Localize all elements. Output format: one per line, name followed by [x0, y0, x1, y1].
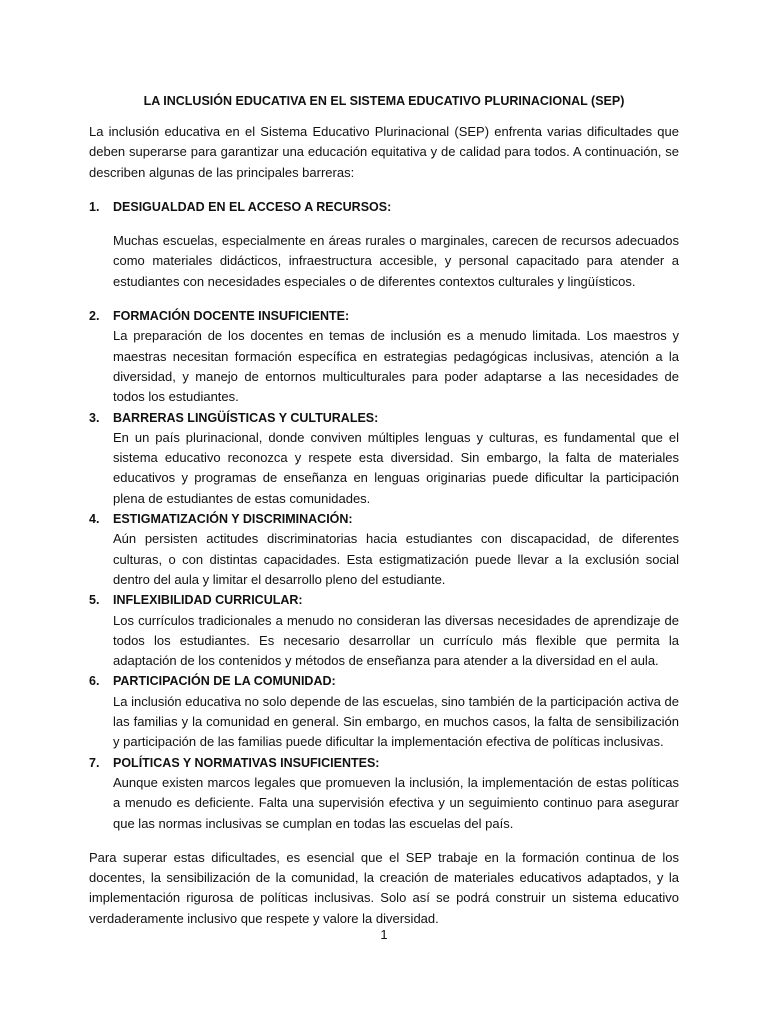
list-item — [89, 197, 679, 292]
item-heading: ESTIGMATIZACIÓN Y DISCRIMINACIÓN: — [113, 512, 353, 527]
item-text: En un país plurinacional, donde conviven múltiples lenguas y culturas, es fundamental que el sistema educativo reconozca y respete esta diversidad. Sin embargo, la falta de materiales educativos y programas de enseñanza en lenguas originarias puede dificultar la participación plena de estudiantes de estas comunidades. — [113, 429, 679, 506]
item-text: Muchas escuelas, especialmente en áreas rurales o marginales, carecen de recursos adecuados como materiales didácticos, infraestructura accesible, y personal capacitado para atender a estudiantes con necesidades especiales o de diferentes contextos culturales y lingüísticos. — [113, 233, 679, 289]
list-item — [89, 671, 679, 752]
item-text: Aunque existen marcos legales que promueven la inclusión, la implementación de estas políticas a menudo es deficiente. Falta una supervisión efectiva y un seguimiento continuo para asegurar que las normas inclusivas se cumplan en todas las escuelas del país. — [113, 774, 679, 831]
item-heading: PARTICIPACIÓN DE LA COMUNIDAD: — [113, 674, 336, 689]
item-number: 2. — [89, 309, 100, 324]
item-number: 3. — [89, 410, 100, 425]
item-heading: DESIGUALDAD EN EL ACCESO A RECURSOS: — [113, 199, 392, 214]
list-item — [89, 753, 679, 834]
list-item — [89, 509, 679, 590]
item-heading: INFLEXIBILIDAD CURRICULAR: — [113, 593, 303, 608]
item-text: La inclusión educativa no solo depende de las escuelas, sino también de la participación activa de las familias y la comunidad en general. Sin embargo, en muchos casos, la falta de sensibilización y participación de las familias puede dificultar la implementación efectiva de políticas inclusivas. — [113, 693, 679, 750]
item-number: 5. — [89, 593, 100, 608]
item-text: La preparación de los docentes en temas de inclusión es a menudo limitada. Los maestros y maestras necesitan formación específica en estrategias pedagógicas inclusivas, atención a la diversidad, y manejo de entornos multiculturales para poder adaptarse a las necesidades de todos los estudiantes. — [113, 328, 679, 405]
item-heading: POLÍTICAS Y NORMATIVAS INSUFICIENTES: — [113, 755, 380, 770]
item-number: 7. — [89, 755, 100, 770]
page-number: 1 — [380, 927, 388, 942]
item-text: Aún persisten actitudes discriminatorias hacia estudiantes con discapacidad, de diferentes culturas, o con distintas capacidades. Esta estigmatización puede llevar a la exclusión social dentro del aula y limitar el desarrollo pleno del estudiante. — [113, 531, 679, 587]
item-text: Los currículos tradicionales a menudo no consideran las diversas necesidades de aprendizaje de todos los estudiantes. Es necesario desarrollar un currículo más flexible que permita la adaptación de los contenidos y métodos de enseñanza para atender a la diversidad en el aula. — [113, 612, 679, 669]
list-item — [89, 408, 679, 509]
list-item — [89, 306, 679, 407]
document-title: LA INCLUSIÓN EDUCATIVA EN EL SISTEMA EDUCATIVO PLURINACIONAL (SEP) — [143, 94, 625, 108]
conclusion-paragraph: Para superar estas dificultades, es esencial que el SEP trabaje en la formación continua de los docentes, la sensibilización de la comunidad, la creación de materiales educativos adaptados, y la implementación rigurosa de políticas inclusivas. Solo así se podrá construir un sistema educativo verdaderamente inclusivo que respete y valore la diversidad. — [89, 849, 679, 926]
document-page — [89, 92, 679, 929]
item-heading: BARRERAS LINGÜÍSTICAS Y CULTURALES: — [113, 410, 379, 425]
item-heading: FORMACIÓN DOCENTE INSUFICIENTE: — [113, 309, 350, 324]
list-item — [89, 590, 679, 671]
barriers-list — [89, 197, 679, 834]
item-number: 1. — [89, 199, 100, 214]
item-number: 4. — [89, 512, 100, 527]
intro-paragraph: La inclusión educativa en el Sistema Educativo Plurinacional (SEP) enfrenta varias dificultades que deben superarse para garantizar una educación equitativa y de calidad para todos. A continuación, se describen algunas de las principales barreras: — [89, 124, 679, 180]
item-number: 6. — [89, 674, 100, 689]
